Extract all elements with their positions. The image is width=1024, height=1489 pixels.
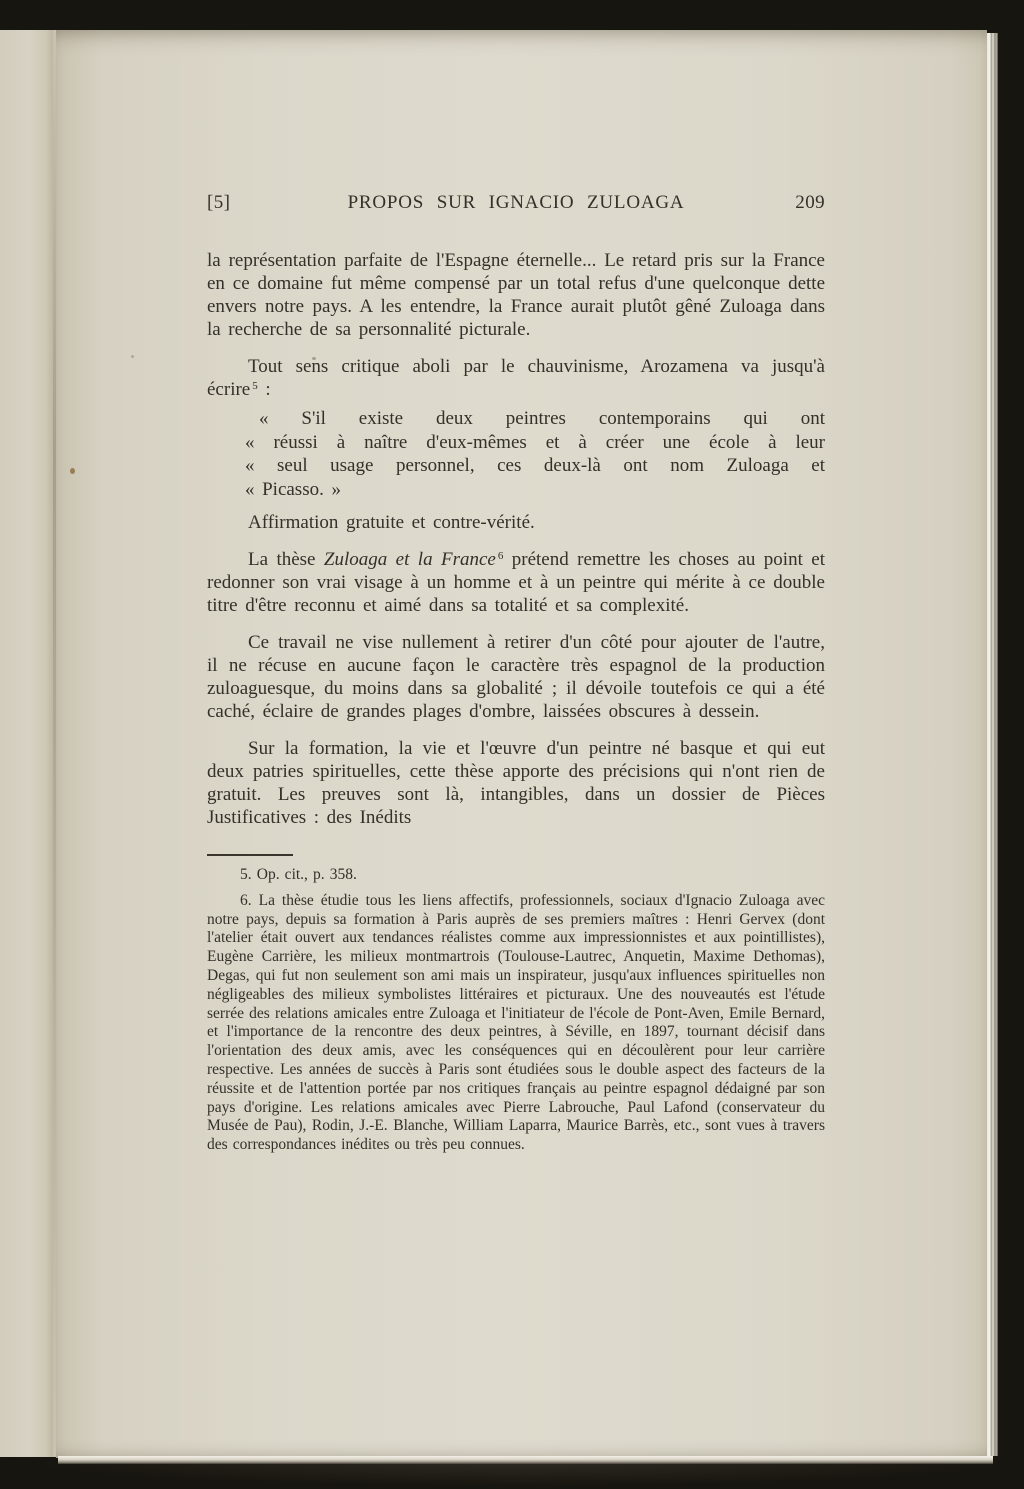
paragraph-these-suffix: prétend remettre les choses au point et redonner son vrai visage à un homme et à un peintre qui mérite à ce double titre d'être reconnu et aimé dans sa totalité et sa complexité. — [207, 549, 825, 616]
footnote-5-label: 5. — [240, 866, 252, 883]
paragraph-formation: Sur la formation, la vie et l'œuvre d'un peintre né basque et qui eut deux patries spirituelles, cette thèse apporte des précisions qui n'ont rien de gratuit. Les preuves sont là, intangibles, dans un dossier de Pièces Justificatives : des Inédits — [207, 738, 825, 828]
footnotes-section — [207, 854, 825, 1155]
footnote-6-text: La thèse étudie tous les liens affectifs, professionnels, sociaux d'Ignacio Zuloaga avec notre pays, depuis sa formation à Paris auprès de ses premiers maîtres : Henri Gervex (dont l'atelier était ouvert aux tendances réalistes comme aux impressionnistes et aux pointillistes), Eugène Carrière, les milieux montmartrois (Toulouse-Lautrec, Anquetin, Maxime Dethomas), Degas, qui fut non seulement son ami mais un inspirateur, jusqu'aux influences spirituelles non négligeables des milieux symbolistes littéraires et picturaux. Une des nouveautés est l'étude serrée des relations amicales entre Zuloaga et l'initiateur de l'école de Pont-Aven, Emile Bernard, et l'importance de la rencontre des deux peintres, à Séville, en 1897, tournant décisif dans l'orientation des deux amis, avec les conséquences qui en découlèrent pour leur carrière respective. Les années de succès à Paris sont étudiées sous le double aspect des facteurs de la réussite et de l'attention portée par nos critiques français au peintre espagnol dédaigné par son pays d'origine. Les relations amicales avec Pierre Labrouche, Paul Lafond (conservateur du Musée de Pau), Rodin, J.-E. Blanche, William Laparra, Maurice Barrès, etc., sont vues à travers des correspondances inédites ou très peu connues. — [207, 891, 826, 1154]
footnote-5 — [207, 866, 825, 885]
footnote-ref-5: 5 — [252, 380, 258, 392]
body-text — [207, 249, 825, 829]
paragraph-chauvinisme — [207, 355, 825, 401]
running-title: PROPOS SUR IGNACIO ZULOAGA — [347, 192, 685, 213]
quote-line: « seul usage personnel, ces deux-là ont nom Zuloaga et — [245, 455, 825, 476]
book-shadow — [30, 1462, 1010, 1486]
footnote-5-text: Op. cit., p. 358. — [256, 866, 357, 883]
paragraph-intro: la représentation parfaite de l'Espagne éternelle... Le retard pris sur la France en ce domaine fut même compensé par un total refus d'une quelconque dette envers notre pays. A les entendre, la France aurait plutôt gêné Zuloaga dans la recherche de sa personnalité picturale. — [207, 250, 825, 340]
page-number: 209 — [795, 192, 825, 213]
page-edge-stack-right — [987, 33, 998, 1456]
page-content — [207, 192, 825, 1162]
paper-speck — [70, 468, 75, 474]
paper-speck — [131, 355, 134, 358]
footnote-ref-6: 6 — [497, 550, 504, 562]
footnote-separator-rule — [207, 854, 293, 856]
footnote-6 — [207, 892, 825, 1155]
paragraph-chauvinisme-suffix: : — [257, 379, 271, 400]
paragraph-travail: Ce travail ne vise nullement à retirer d'un côté pour ajouter de l'autre, il ne récuse en aucune façon le caractère très espagnol de la production zuloaguesque, du moins dans sa globalité ; il dévoile toutefois ce qui a été caché, éclaire de grandes plages d'ombre, laissées obscures à dessein. — [207, 632, 825, 722]
page-header — [207, 192, 825, 214]
facing-page-edge — [0, 30, 54, 1457]
cited-thesis-title: Zuloaga et la France — [323, 549, 496, 570]
section-marker: [5] — [207, 192, 231, 213]
quote-line: « réussi à naître d'eux-mêmes et à créer une école à leur — [245, 431, 825, 453]
paragraph-these-prefix: La thèse — [248, 549, 324, 570]
quote-block — [245, 407, 825, 501]
quote-line: « S'il existe deux peintres contemporains qui ont — [259, 408, 825, 429]
footnote-6-label: 6. — [240, 891, 252, 909]
paragraph-chauvinisme-text: Tout sens critique aboli par le chauvinisme, Arozamena va jusqu'à écrire — [207, 356, 825, 400]
paragraph-these — [207, 548, 825, 617]
paragraph-affirmation: Affirmation gratuite et contre-vérité. — [248, 512, 535, 533]
quote-line: « Picasso. » — [245, 478, 341, 500]
